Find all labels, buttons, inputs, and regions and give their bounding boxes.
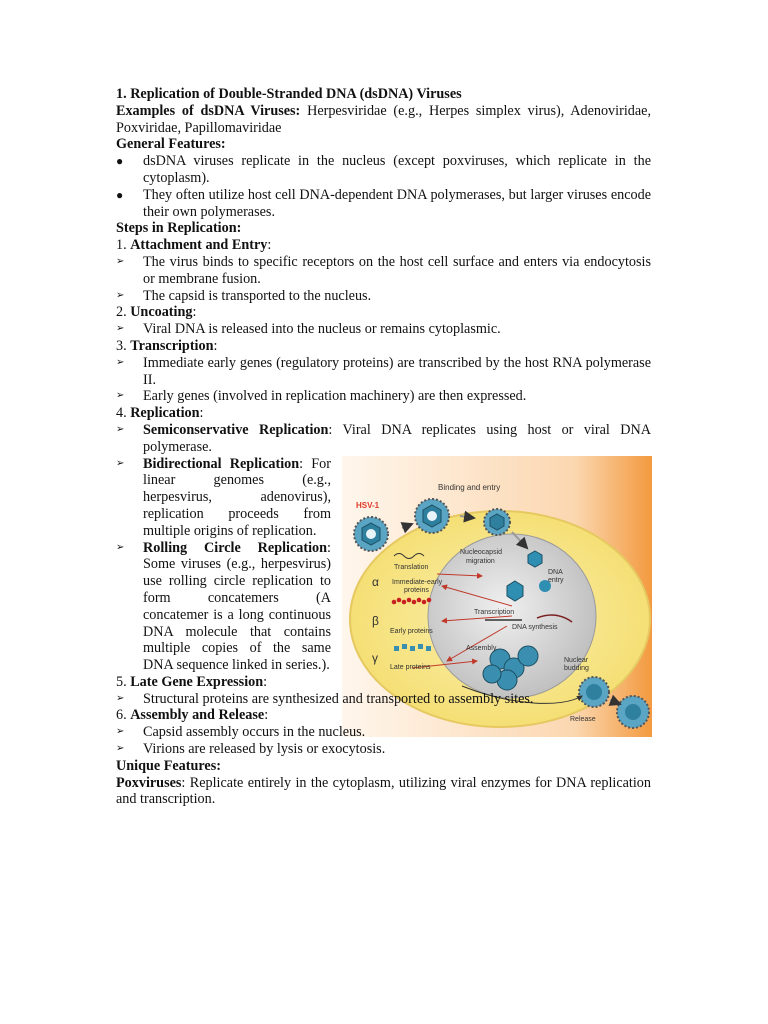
list-item: ➢ Capsid assembly occurs in the nucleus. xyxy=(116,724,366,741)
arrow-bullet-icon: ➢ xyxy=(116,423,125,435)
assembly-label: Assembly xyxy=(466,644,497,652)
arrow-bullet-icon: ➢ xyxy=(116,390,125,402)
virus-icon xyxy=(354,517,388,551)
binding-label: Binding and entry xyxy=(438,482,501,492)
unique-features-heading: Unique Features: xyxy=(116,757,221,774)
document-page xyxy=(116,86,651,808)
ie-proteins-label: proteins xyxy=(404,586,429,594)
beta-symbol: β xyxy=(372,613,379,628)
general-features-heading: General Features: xyxy=(116,136,226,153)
dna-synthesis-label: DNA synthesis xyxy=(512,623,558,631)
virus-icon xyxy=(484,509,510,535)
step-3-heading: 3. Transcription: xyxy=(116,337,218,354)
step-2-heading: 2. Uncoating: xyxy=(116,304,197,321)
narrow-column xyxy=(116,456,331,674)
bullet-icon: ● xyxy=(116,154,124,169)
arrow-bullet-icon: ➢ xyxy=(116,743,125,755)
early-proteins-label: Early proteins xyxy=(390,627,433,635)
bullet-icon: ● xyxy=(116,187,124,202)
hsv-label: HSV-1 xyxy=(356,500,380,510)
translation-label: Translation xyxy=(394,563,429,571)
step-5-heading: 5. Late Gene Expression: xyxy=(116,673,268,690)
virus-icon xyxy=(415,499,449,533)
list-item: ➢ Semiconservative Replication: Viral DNA replicates using host or viral DNA polymerase. xyxy=(116,421,651,455)
section-title: 1. Replication of Double-Stranded DNA (dsDNA) Viruses xyxy=(116,86,462,102)
step-6-heading: 6. Assembly and Release: xyxy=(116,707,269,724)
transcription-label: Transcription xyxy=(474,608,515,616)
dna-entry-label: DNA xyxy=(548,568,563,576)
list-item: ➢ Bidirectional Replication: For linear genomes (e.g., herpesvirus, adenovirus), replication proceeds from multiple origins of replication. xyxy=(116,455,332,539)
nuclear-budding-label: budding xyxy=(564,664,589,672)
list-item: ➢ Rolling Circle Replication: Some viruses (e.g., herpesvirus) use rolling circle replication to form concatemers (A concatemer is a long continuous DNA molecule that contains multiple copies of the same DNA sequence linked in series.). xyxy=(116,539,331,674)
step-4-heading: 4. Replication: xyxy=(116,405,204,422)
list-item: ➢ Immediate early genes (regulatory proteins) are transcribed by the host RNA polymerase II. xyxy=(116,354,651,388)
list-item: ● They often utilize host cell DNA-dependent DNA polymerases, but larger viruses encode their own polymerases. xyxy=(116,186,651,220)
list-item: ➢ Viral DNA is released into the nucleus or remains cytoplasmic. xyxy=(116,321,501,338)
list-item: ➢ The virus binds to specific receptors on the host cell surface and enters via endocytosis or membrane fusion. xyxy=(116,253,651,287)
nuclear-budding-label: Nuclear xyxy=(564,656,589,664)
steps-heading: Steps in Replication: xyxy=(116,220,242,237)
arrow-bullet-icon: ➢ xyxy=(116,726,125,738)
arrow-bullet-icon: ➢ xyxy=(116,289,125,301)
list-item: ● dsDNA viruses replicate in the nucleus (except poxviruses, which replicate in the cytoplasm). xyxy=(116,153,651,186)
list-item: ➢ Virions are released by lysis or exocytosis. xyxy=(116,741,386,758)
alpha-symbol: α xyxy=(372,574,379,589)
examples-text: Herpesviridae (e.g., Herpes simplex virus), Adenoviridae, Poxviridae, Papillomaviridae xyxy=(116,102,651,136)
poxviruses-paragraph: Poxviruses: Replicate entirely in the cytoplasm, utilizing viral enzymes for DNA replication and transcription. xyxy=(116,774,651,808)
step-1-heading: 1. Attachment and Entry: xyxy=(116,237,272,254)
list-item: ➢ The capsid is transported to the nucleus. xyxy=(116,287,372,304)
arrow-bullet-icon: ➢ xyxy=(116,356,125,368)
gamma-symbol: γ xyxy=(372,650,378,665)
examples-label: Examples of dsDNA Viruses: xyxy=(116,102,301,119)
list-item: ➢ Structural proteins are synthesized and transported to assembly sites. xyxy=(116,690,534,707)
ie-proteins-label: Immediate-early xyxy=(392,578,443,586)
late-proteins-label: Late proteins xyxy=(390,663,431,671)
release-label: Release xyxy=(570,715,596,723)
dna-entry-label: entry xyxy=(548,576,564,584)
arrow-bullet-icon: ➢ xyxy=(116,457,125,469)
nucleocapsid-label: migration xyxy=(466,557,495,565)
nucleocapsid-label: Nucleocapsid xyxy=(460,548,503,556)
arrow-bullet-icon: ➢ xyxy=(116,541,125,553)
arrow-bullet-icon: ➢ xyxy=(116,323,125,335)
arrow-bullet-icon: ➢ xyxy=(116,255,125,267)
examples-paragraph xyxy=(116,103,651,137)
list-item: ➢ Early genes (involved in replication machinery) are then expressed. xyxy=(116,388,527,405)
arrow-bullet-icon: ➢ xyxy=(116,692,125,704)
